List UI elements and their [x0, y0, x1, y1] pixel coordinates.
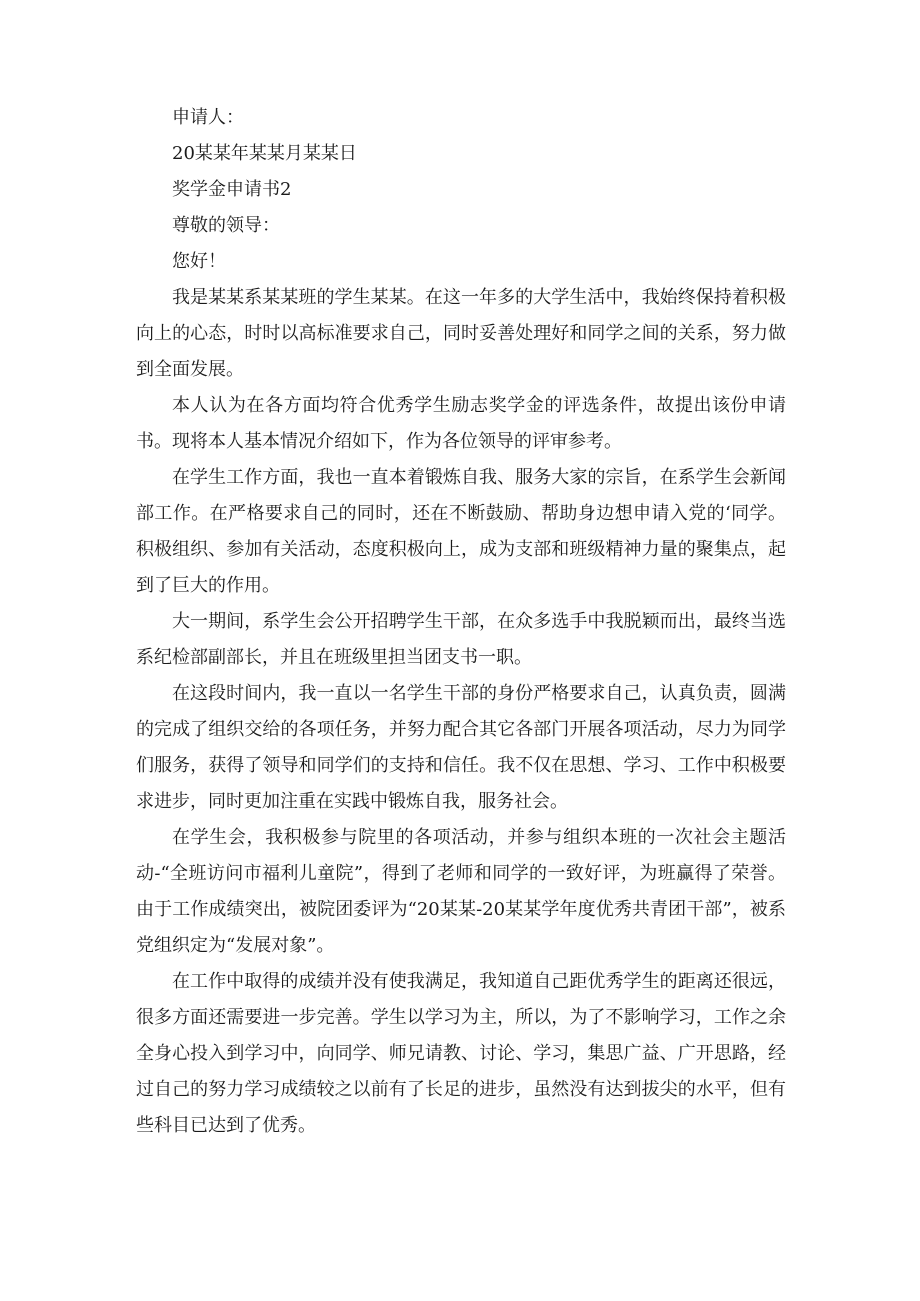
paragraph-introduction: 我是某某系某某班的学生某某。在这一年多的大学生活中，我始终保持着积极向上的心态，时时以高标准要求自己，同时妥善处理好和同学之间的关系，努力做到全面发展。 — [136, 287, 786, 380]
paragraph-responsibilities: 在这段时间内，我一直以一名学生干部的身份严格要求自己，认真负责，圆满的完成了组织交给的各项任务，并努力配合其它各部门开展各项活动，尽力为同学们服务，获得了领导和同学们的支持和信任。我不仅在思想、学习、工作中积极要求进步，同时更加注重在实践中锻炼自我，服务社会。 — [136, 683, 786, 812]
document-page — [136, 100, 786, 1144]
paragraph-eligibility: 本人认为在各方面均符合优秀学生励志奖学金的评选条件，故提出该份申请书。现将本人基本情况介绍如下，作为各位领导的评审参考。 — [136, 395, 786, 452]
paragraph-freshman-year: 大一期间，系学生会公开招聘学生干部，在众多选手中我脱颖而出，最终当选系纪检部副部长，并且在班级里担当团支书一职。 — [136, 611, 786, 668]
salutation-line: 尊敬的领导： — [172, 215, 280, 236]
paragraph-study: 在工作中取得的成绩并没有使我满足，我知道自己距优秀学生的距离还很远，很多方面还需要进一步完善。学生以学习为主，所以，为了不影响学习，工作之余全身心投入到学习中，向同学、师兄请教、讨论、学习，集思广益、广开思路，经过自己的努力学习成绩较之以前有了长足的进步，虽然没有达到拔尖的水平，但有些科目已达到了优秀。 — [136, 971, 786, 1136]
date-line: 20某某年某某月某某日 — [172, 143, 357, 164]
paragraph-student-union: 在学生会，我积极参与院里的各项活动，并参与组织本班的一次社会主题活动-“全班访问市福利儿童院”，得到了老师和同学的一致好评，为班赢得了荣誉。由于工作成绩突出，被院团委评为“20某某-20某某学年度优秀共青团干部”，被系党组织定为“发展对象”。 — [136, 827, 786, 956]
paragraph-student-work: 在学生工作方面，我也一直本着锻炼自我、服务大家的宗旨，在系学生会新闻部工作。在严格要求自己的同时，还在不断鼓励、帮助身边想申请入党的‘同学。积极组织、参加有关活动，态度积极向上，成为支部和班级精神力量的聚集点，起到了巨大的作用。 — [136, 467, 786, 596]
applicant-line: 申请人： — [172, 107, 244, 128]
greeting-line: 您好！ — [172, 251, 226, 272]
document-title: 奖学金申请书2 — [172, 179, 292, 200]
